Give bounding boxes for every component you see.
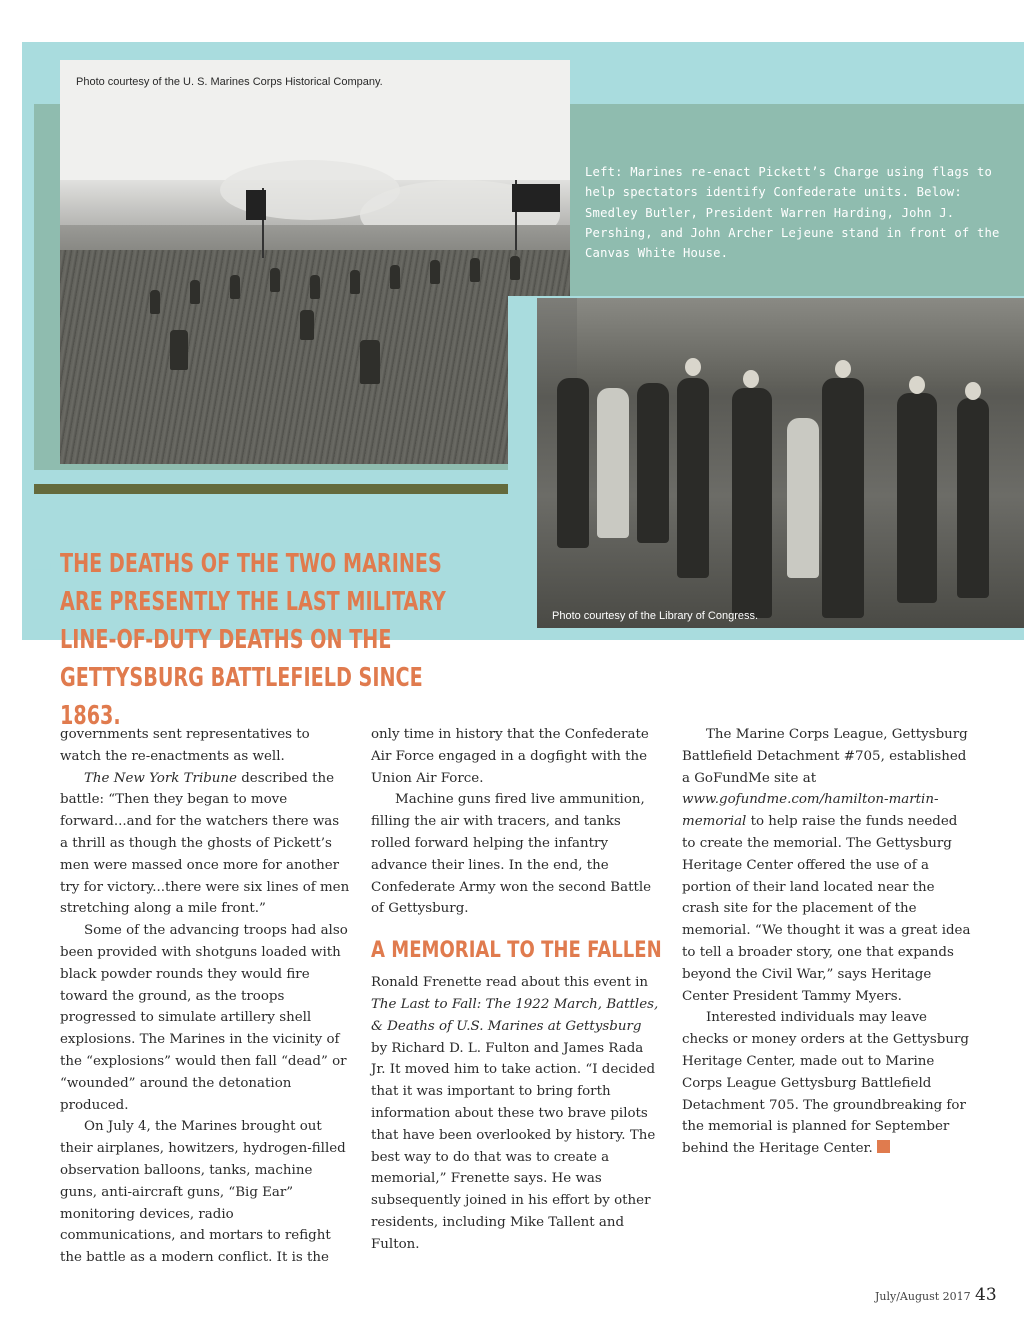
paragraph xyxy=(682,1007,972,1160)
photo-canvas-white-house-group xyxy=(537,298,1024,628)
end-of-article-icon xyxy=(877,1140,890,1153)
paragraph: Machine guns fired live ammunition, filling the air with tracers, and tanks rolled forward helping the infantry advance their lines. In the end, the Confederate Army won the second Battle of Gettysburg. xyxy=(371,792,652,917)
book-title: The Last to Fall: The 1922 March, Battles, & Deaths of U.S. Marines at Gettysburg xyxy=(371,996,659,1034)
body-column-3 xyxy=(682,724,972,1160)
decorative-band-olive xyxy=(34,484,554,494)
page-number: 43 xyxy=(975,1285,997,1305)
paragraph-text: The Marine Corps League, Gettysburg Battlefield Detachment #705, established a GoFundMe site at xyxy=(682,727,968,786)
paragraph xyxy=(682,724,972,1007)
section-heading: A MEMORIAL TO THE FALLEN xyxy=(371,938,662,964)
paragraph: governments sent representatives to watch the re-enactments as well. xyxy=(60,727,310,764)
quote-mark: “ xyxy=(22,503,103,667)
pull-quote: THE DEATHS OF THE TWO MARINES ARE PRESENTLY THE LAST MILITARY LINE-OF-DUTY DEATHS ON THE GETTYSBURG BATTLEFIELD SINCE 1863. xyxy=(60,549,446,731)
paragraph: only time in history that the Confederate Air Force engaged in a dogfight with the Union Air Force. xyxy=(371,727,649,786)
paragraph-text: to help raise the funds needed to create the memorial. The Gettysburg Heritage Center offered the use of a portion of their land located near the crash site for the placement of the memorial. “We thought it was a great idea to tell a broader story, one that expands beyond the Civil War,” says Heritage Center President Tammy Myers. xyxy=(682,814,971,1004)
body-column-1 xyxy=(60,724,350,1269)
paragraph: Some of the advancing troops had also been provided with shotguns loaded with black powder rounds they would fire toward the ground, as the troops progressed to simulate artillery shell explosions. The Marines in the vicinity of the “explosions” would then fall “dead” or “wounded” around the detonation produced. xyxy=(60,923,348,1113)
paragraph-text: Interested individuals may leave checks or money orders at the Gettysburg Heritage Center, made out to Marine Corps League Gettysburg Battlefield Detachment 705. The groundbreaking for the memorial is planned for September behind the Heritage Center. xyxy=(682,1010,969,1157)
photo-caption: Left: Marines re-enact Pickett’s Charge using flags to help spectators identify Confederate units. Below: Smedley Butler, President Warren Harding, John J. Pershing, and John Archer Lejeune stand in front of the Canvas White House. xyxy=(585,165,1000,261)
photo-picketts-charge-reenactment xyxy=(60,60,570,464)
publication-title: The New York Tribune xyxy=(84,770,237,786)
paragraph-text: Ronald Frenette read about this event in xyxy=(371,975,648,991)
paragraph-text: by Richard D. L. Fulton and James Rada Jr. It moved him to take action. “I decided that it was important to bring forth information about these two brave pilots that have been overlooked by history. The best way to do that was to create a memorial,” Frenette says. He was subsequently joined in his effort by other residents, including Mike Tallent and Fulton. xyxy=(371,1040,656,1252)
paragraph xyxy=(60,768,350,921)
paragraph xyxy=(371,972,661,1255)
paragraph: On July 4, the Marines brought out their airplanes, howitzers, hydrogen-filled observation balloons, tanks, machine guns, anti-aircraft guns, “Big Ear” monitoring devices, radio communications, and mortars to refight the battle as a modern conflict. It is the xyxy=(60,1119,346,1266)
body-column-2 xyxy=(371,724,661,1256)
photo-credit-right: Photo courtesy of the Library of Congress. xyxy=(552,610,759,622)
photo-credit-left: Photo courtesy of the U. S. Marines Corps Historical Company. xyxy=(76,76,383,88)
fundraiser-url[interactable]: www.gofundme.com/hamilton-martin-memorial xyxy=(682,792,939,830)
paragraph-text: described the battle: “Then they began to move forward...and for the watchers there was a thrill as though the ghosts of Pickett’s men were massed once more for another try for victory...there were six lines of men stretching along a mile front.” xyxy=(60,770,350,917)
issue-date: July/August 2017 xyxy=(875,1290,971,1303)
